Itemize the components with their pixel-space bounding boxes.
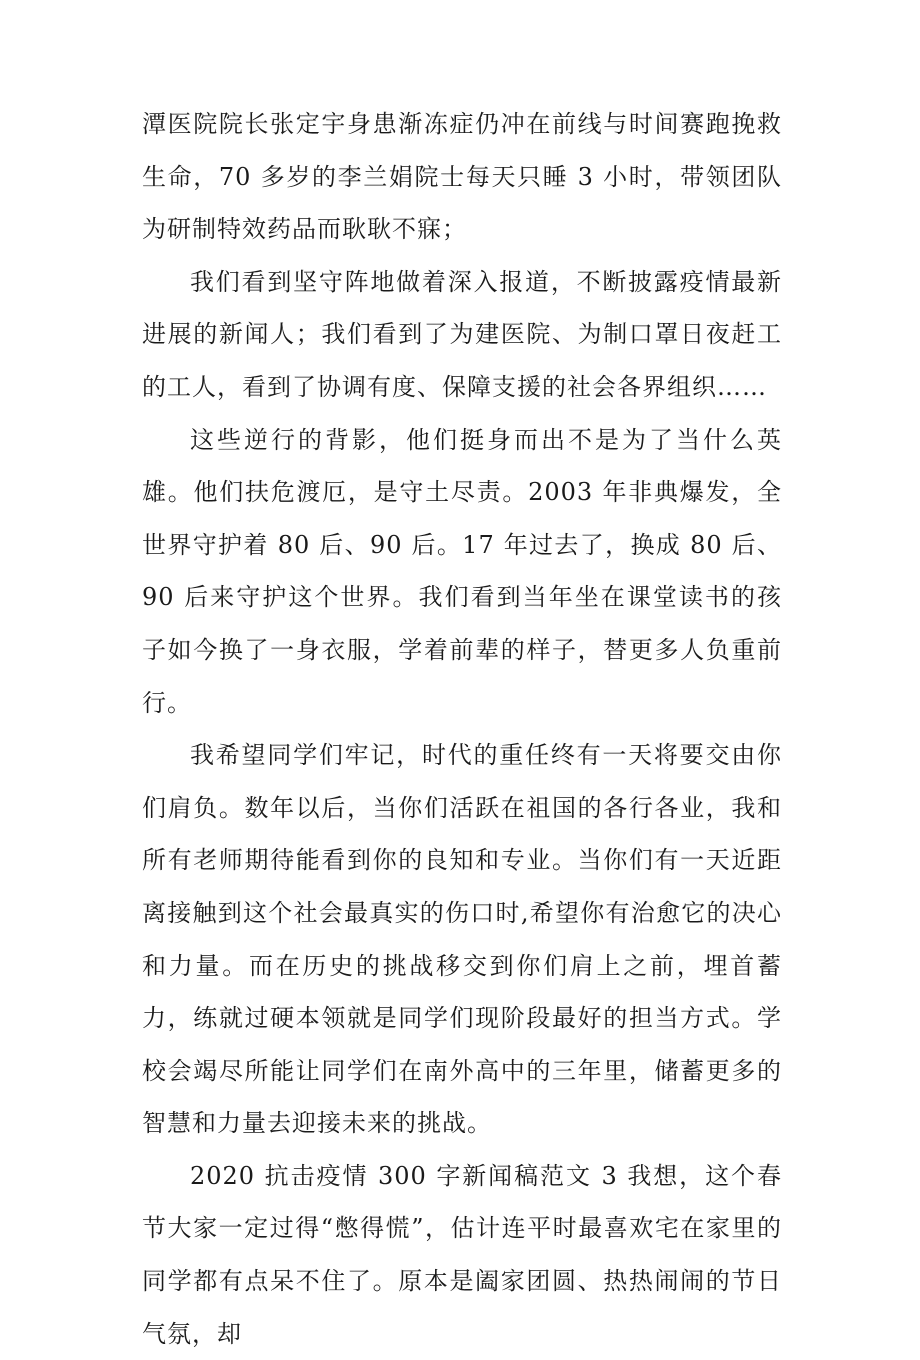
paragraph-5: 2020 抗击疫情 300 字新闻稿范文 3 我想，这个春节大家一定过得“憋得慌”，估计连平时最喜欢宅在家里的同学都有点呆不住了。原本是阖家团圆、热热闹闹的节日气氛，却 — [142, 1161, 782, 1348]
paragraph-3: 这些逆行的背影，他们挺身而出不是为了当什么英雄。他们扶危渡厄，是守土尽责。2003 年非典爆发，全世界守护着 80 后、90 后。17 年过去了，换成 80 后、90 后来守护这个世界。我们看到当年坐在课堂读书的孩子如今换了一身衣服，学着前辈的样子，替更多人负重前行。 — [142, 425, 782, 717]
paragraph-4: 我希望同学们牢记，时代的重任终有一天将要交由你们肩负。数年以后，当你们活跃在祖国的各行各业，我和所有老师期待能看到你的良知和专业。当你们有一天近距离接触到这个社会最真实的伤口时,希望你有治愈它的决心和力量。而在历史的挑战移交到你们肩上之前，埋首蓄力，练就过硬本领就是同学们现阶段最好的担当方式。学校会竭尽所能让同学们在南外高中的三年里，储蓄更多的智慧和力量去迎接未来的挑战。 — [142, 741, 782, 1138]
paragraph-1: 潭医院院长张定宇身患渐冻症仍冲在前线与时间赛跑挽救生命，70 多岁的李兰娟院士每天只睡 3 小时，带领团队为研制特效药品而耿耿不寐； — [142, 110, 782, 244]
paragraph-2: 我们看到坚守阵地做着深入报道，不断披露疫情最新进展的新闻人；我们看到了为建医院、为制口罩日夜赶工的工人，看到了协调有度、保障支援的社会各界组织…… — [142, 267, 782, 401]
document-body — [142, 98, 782, 1360]
